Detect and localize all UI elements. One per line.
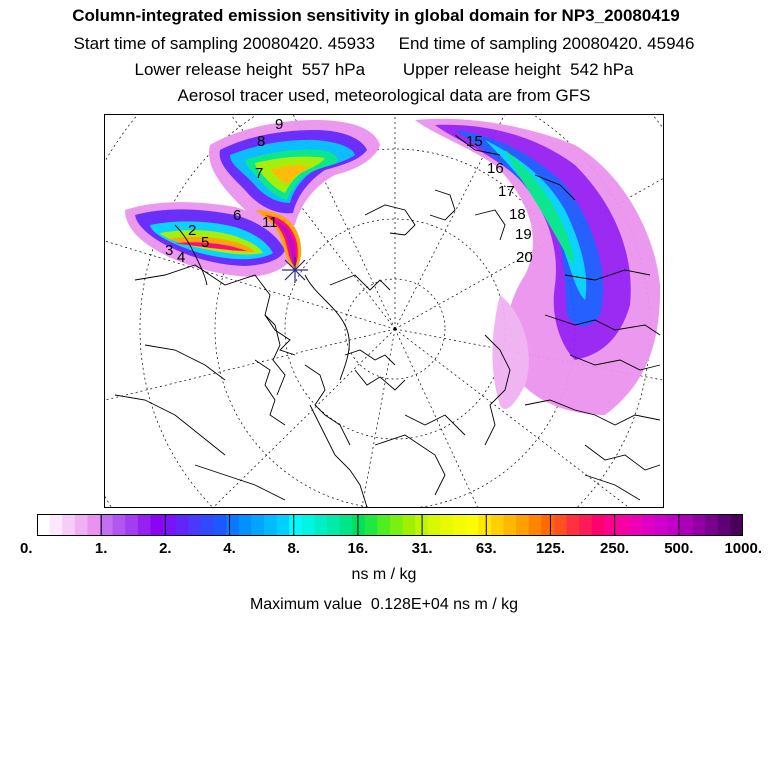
colorbar-cell [680,514,693,536]
tracer-info-line: Aerosol tracer used, meteorological data are from GFS [177,86,591,105]
sampling-time-line: Start time of sampling 20080420. 45933 End time of sampling 20080420. 45946 [73,34,695,53]
colorbar-cell [705,514,718,536]
colorbar-cell [75,514,88,536]
colorbar [37,514,743,536]
colorbar-cell [516,514,529,536]
day-label: 7 [255,165,264,182]
colorbar-cell [87,514,100,536]
day-label: 17 [498,183,515,200]
day-label: 6 [233,207,242,224]
colorbar-cell [642,514,655,536]
colorbar-cell [503,514,516,536]
colorbar-tick-label: 1. [94,540,108,557]
colorbar-cell [453,514,466,536]
colorbar-cell [617,514,630,536]
colorbar-cell [718,514,731,536]
colorbar-cell [377,514,390,536]
colorbar-tick-label: 8. [287,540,300,557]
day-label: 3 [165,242,174,259]
day-label: 11 [262,214,278,231]
colorbar-cell [201,514,214,536]
colorbar-cell [352,514,365,536]
colorbar-cell [466,514,479,536]
colorbar-tick-label: 500. [664,540,694,557]
colorbar-tick-label: 4. [223,540,236,557]
colorbar-cell [150,514,163,536]
colorbar-cell [428,514,441,536]
day-label: 20 [516,249,533,266]
colorbar-cell [327,514,340,536]
colorbar-cell [365,514,378,536]
colorbar-cell [554,514,567,536]
colorbar-cell [567,514,580,536]
map-canvas [105,115,663,507]
colorbar-cell [541,514,554,536]
colorbar-cell [251,514,264,536]
release-height-line: Lower release height 557 hPa Upper release height 542 hPa [134,60,634,79]
colorbar-cell [264,514,277,536]
maximum-value-text: Maximum value 0.128E+04 ns m / kg [249,596,519,613]
colorbar-tick-label: 0. [20,540,33,557]
colorbar-cell [440,514,453,536]
release-point-marker [282,257,308,283]
colorbar-cell [188,514,201,536]
colorbar-cell [302,514,315,536]
colorbar-cell [100,514,113,536]
colorbar-cell [239,514,252,536]
colorbar-cell [214,514,227,536]
colorbar-cell [340,514,353,536]
colorbar-tick-label: 1000. [724,540,762,557]
colorbar-tick-label: 125. [535,540,566,557]
colorbar-tick-label: 16. [347,540,369,557]
colorbar-cell [655,514,668,536]
colorbar-tick-label: 250. [600,540,630,557]
emission-sensitivity-field [125,119,660,415]
colorbar-cell [693,514,706,536]
day-label: 9 [275,116,284,133]
colorbar-tick-label: 31. [411,540,433,557]
day-label: 15 [466,133,483,150]
colorbar-cell [138,514,151,536]
day-label: 4 [177,249,186,266]
colorbar-cell [37,514,50,536]
colorbar-cell [113,514,126,536]
colorbar-cell [403,514,416,536]
colorbar-cell [604,514,617,536]
colorbar-cell [50,514,63,536]
day-label: 2 [188,222,197,239]
colorbar-cell [592,514,605,536]
colorbar-cell [289,514,302,536]
colorbar-tick-label: 63. [475,540,497,557]
colorbar-units: ns m / kg [351,566,417,583]
day-label: 8 [257,133,266,150]
plot-title: Column-integrated emission sensitivity in global domain for NP3_20080419 [72,6,680,25]
colorbar-cell [491,514,504,536]
colorbar-cell [125,514,138,536]
colorbar-cell [390,514,403,536]
colorbar-cell [630,514,643,536]
colorbar-cell [579,514,592,536]
day-label: 16 [487,160,504,177]
colorbar-cell [176,514,189,536]
colorbar-cell [226,514,239,536]
colorbar-cell [277,514,290,536]
colorbar-cell [730,514,743,536]
colorbar-cell [62,514,75,536]
day-label: 19 [515,226,532,243]
colorbar-cell [478,514,491,536]
polar-map [104,114,664,508]
day-label: 5 [201,234,210,251]
day-label: 18 [509,206,526,223]
colorbar-tick-label: 2. [159,540,172,557]
colorbar-cell [529,514,542,536]
colorbar-cell [314,514,327,536]
